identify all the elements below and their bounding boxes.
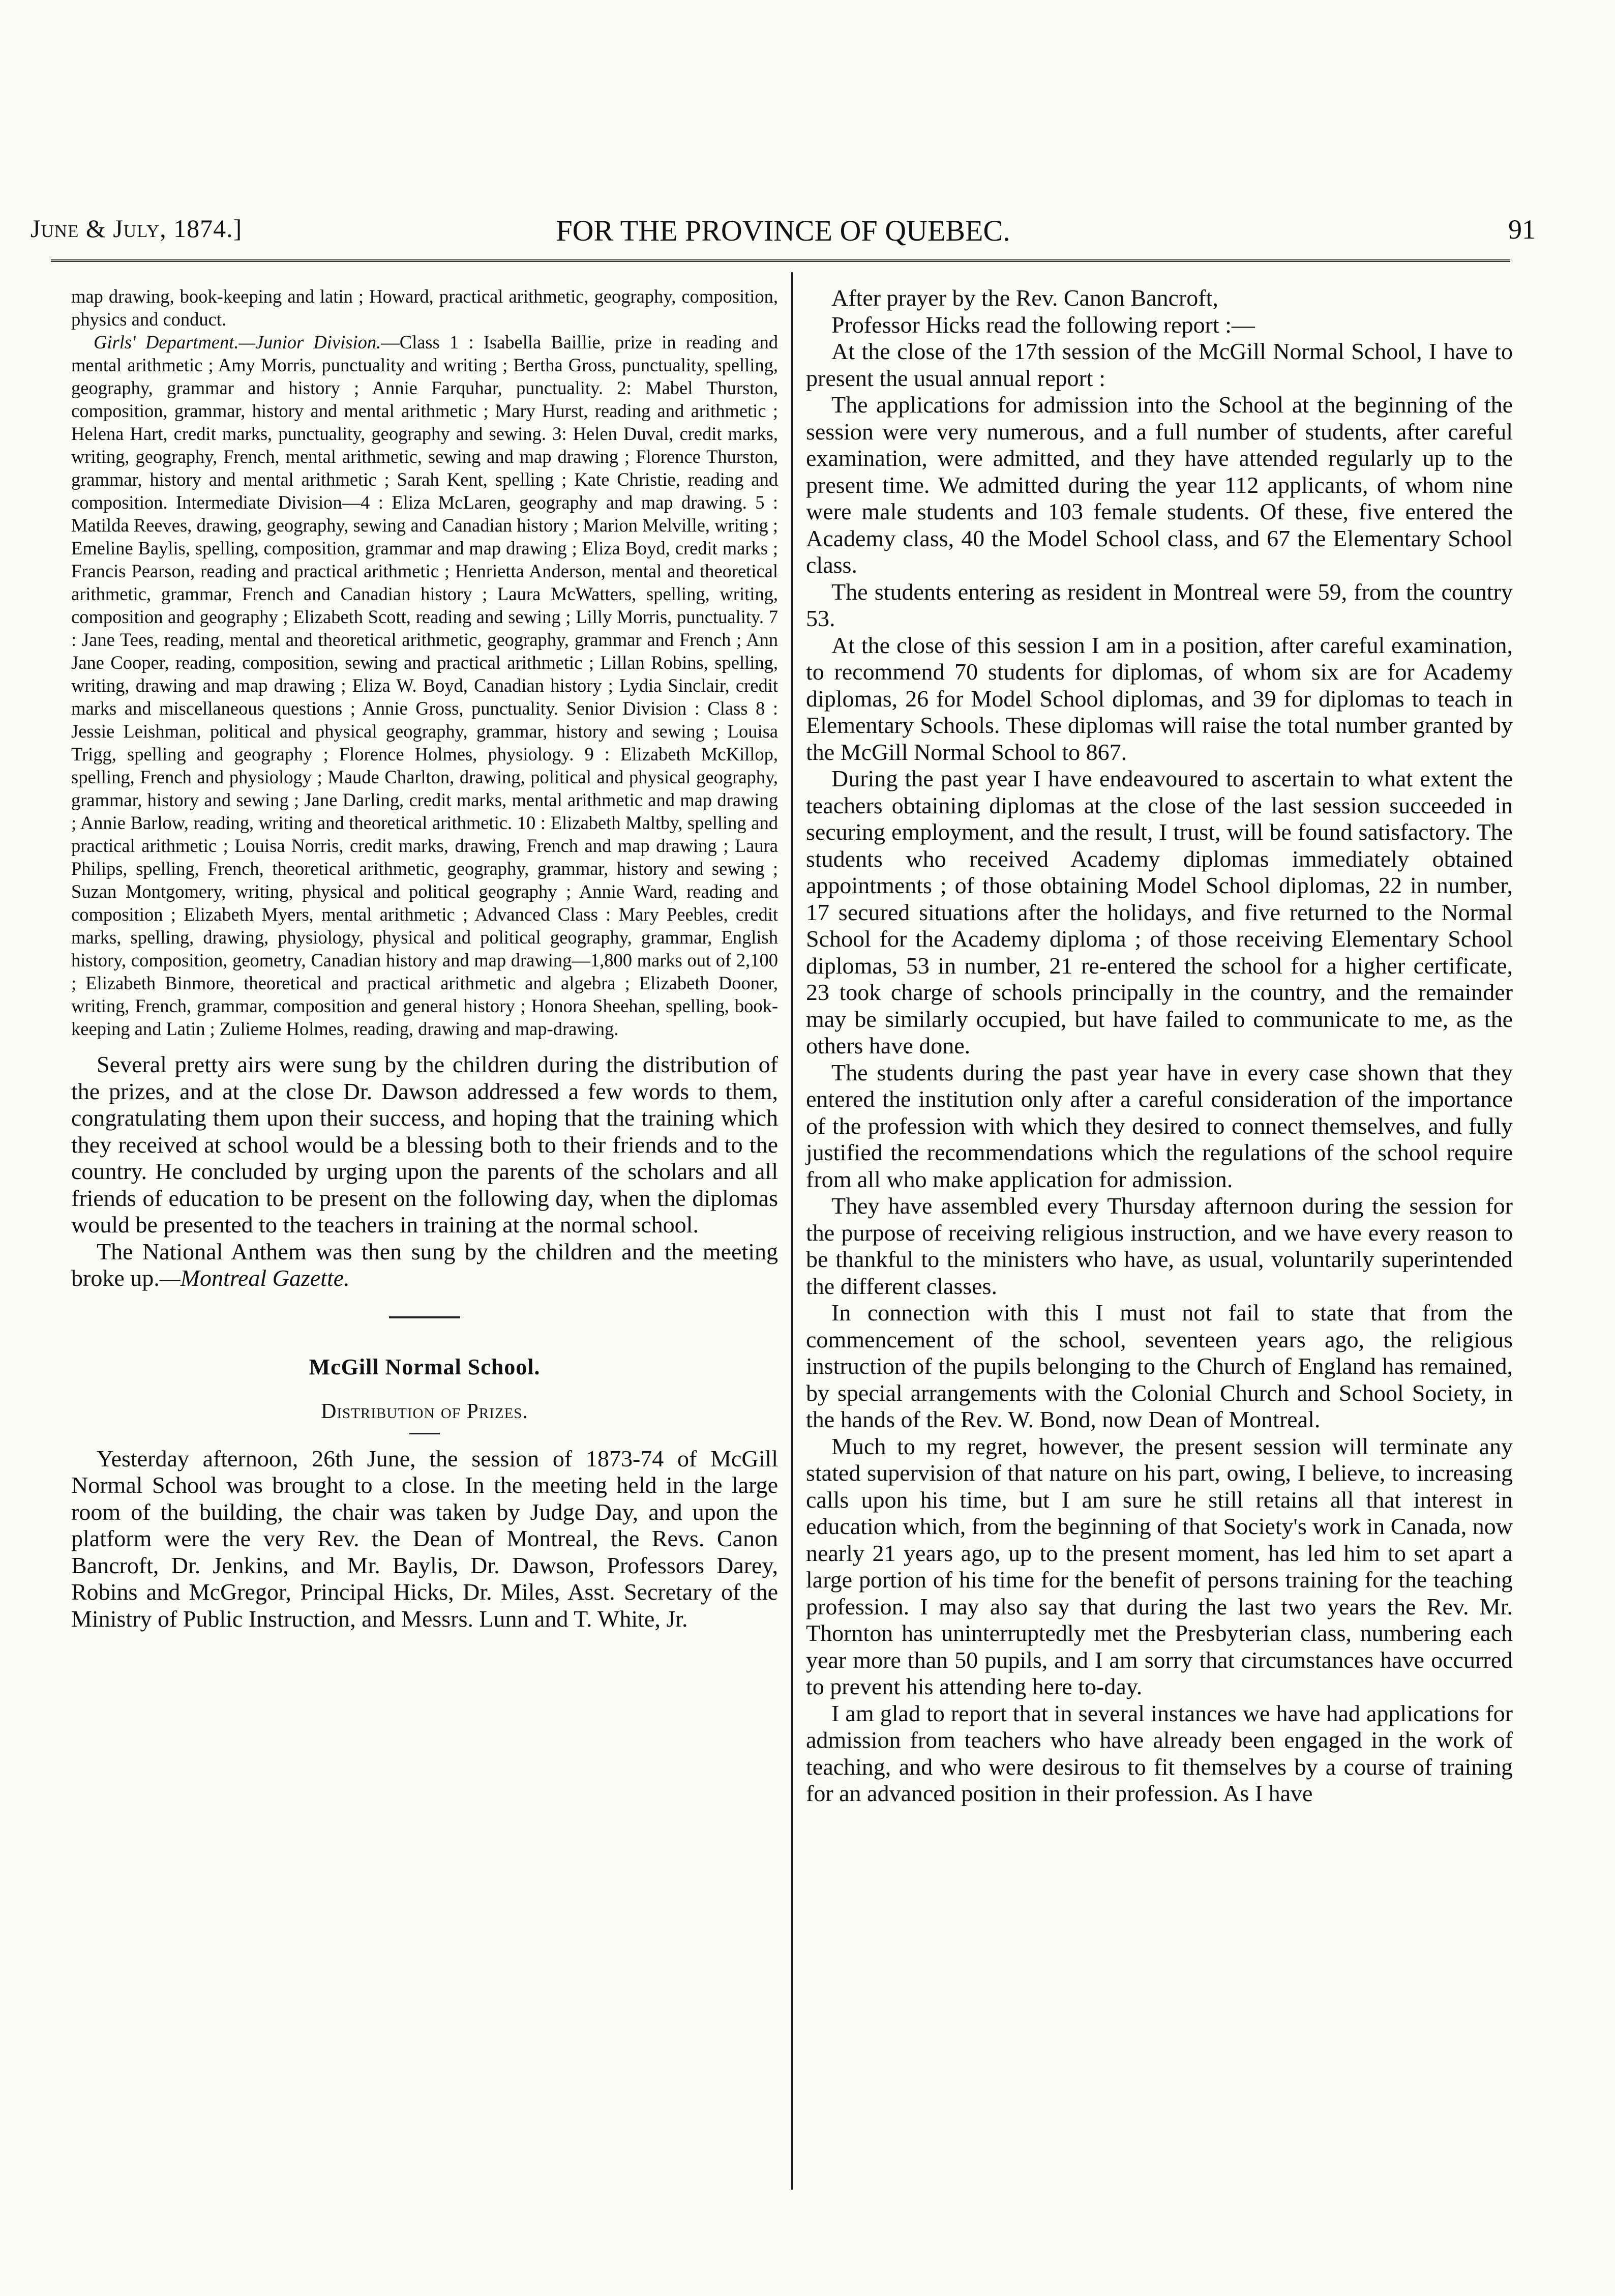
article-heading: McGill Normal School. xyxy=(309,1354,541,1379)
anthem-text: The National Anthem was then sung by the children and the meeting broke up. xyxy=(71,1238,778,1291)
paragraph-church-of-england: In connection with this I must not fail to state that from the commencement of the school, seventeen years ago, the religious instruction of the pupils belonging to the Church of England has remained, by special arrangements with the Colonial Church and School Society, in the hands of the Rev. W. Bond, now Dean of Montreal. xyxy=(806,1300,1513,1432)
paragraph-residents: The students entering as resident in Montreal were 59, from the country 53. xyxy=(806,578,1513,631)
paragraph-applications: The applications for admission into the School at the beginning of the session were very numerous, and a full number of students, after careful examination, were admitted, and they have attended regularly up to the present time. We admitted during the year 112 applicants, of whom nine were male students and 103 female students. Of these, five entered the Academy class, 40 the Model School class, and 67 the Elementary School class. xyxy=(806,392,1513,578)
column-divider xyxy=(791,272,793,2190)
paragraph-employment: During the past year I have endeavoured to ascertain to what extent the teachers obtaining diplomas at the close of the last session succeeded in securing employment, and the result, I trust, will be found satisfactory. The students who received Academy diplomas immediately obtained appointments ; of those obtaining Model School diplomas, 22 in number, 17 secured situations after the holidays, and five returned to the Normal School for the Academy diploma ; of those receiving Elementary School diplomas, 53 in number, 21 re-entered the school for a higher certificate, 23 took charge of schools principally in the country, and the remainder may be similarly occupied, but have failed to communicate to me, as the others have done. xyxy=(806,766,1513,1058)
girls-department-label: Girls' Department.—Junior Division. xyxy=(94,332,381,352)
paragraph-prayer: After prayer by the Rev. Canon Bancroft, xyxy=(831,285,1218,311)
paragraph-regret: Much to my regret, however, the present session will terminate any stated supervision of that nature on his part, owing, I believe, to increasing calls upon his time, but I am sure he still retains all that interest in education which, from the beginning of that Society's work in Canada, now nearly 21 years ago, up to the present moment, has led him to set apart a large portion of his time for the benefit of persons training for the teaching profession. I may also say that during the last two years the Rev. Mr. Thornton has uninterruptedly met the Presbyterian class, numbering each year more than 50 pupils, and I am sorry that circumstances have occurred to prevent his attending here to-day. xyxy=(806,1433,1513,1699)
paragraph-applications-teachers: I am glad to report that in several instances we have had applications for admission from teachers who have already been engaged in the work of teaching, and who were desirous to fit themselves by a course of training for an advanced position in their profession. As I have xyxy=(806,1700,1513,1806)
paragraph-diplomas: At the close of this session I am in a position, after careful examination, to recommend 70 students for diplomas, of whom six are for Academy diplomas, 26 for Model School diplomas, and 39 for diplomas to teach in Elementary Schools. These diplomas will raise the total number granted by the McGill Normal School to 867. xyxy=(806,632,1513,765)
paragraph-anthem xyxy=(71,1239,778,1292)
page-number: 91 xyxy=(1508,214,1536,245)
article-subheading: Distribution of Prizes. xyxy=(321,1399,528,1423)
paragraph-report-intro: Professor Hicks read the following report :— xyxy=(831,311,1255,338)
header-rule xyxy=(51,259,1510,262)
girls-prize-text: —Class 1 : Isabella Baillie, prize in reading and mental arithmetic ; Amy Morris, punctuality and writing ; Bertha Gross, punctuality, spelling, geography, grammar and history ; Annie Farquhar, punctuality. 2: Mabel Thurston, composition, grammar, history and mental arithmetic ; Mary Hurst, reading and arithmetic ; Helena Hart, credit marks, punctuality, geography and sewing. 3: Helen Duval, credit marks, writing, geography, French, mental arithmetic, sewing and map drawing ; Florence Thurston, grammar, history and mental arithmetic ; Sarah Kent, spelling ; Kate Christie, reading and composition. Intermediate Division—4 : Eliza McLaren, geography and map drawing. 5 : Matilda Reeves, drawing, geography, sewing and Canadian history ; Marion Melville, writing ; Emeline Baylis, spelling, composition, grammar and map drawing ; Eliza Boyd, credit marks ; Francis Pearson, reading and practical arithmetic ; Henrietta Anderson, mental and theoretical arithmetic, grammar, French and Canadian history ; Laura McWatters, spelling, writing, composition and geography ; Elizabeth Scott, reading and sewing ; Lilly Morris, punctuality. 7 : Jane Tees, reading, mental and theoretical arithmetic, geography, grammar and French ; Ann Jane Cooper, reading, composition, sewing and practical arithmetic ; Lillan Robins, spelling, writing, drawing and map drawing ; Eliza W. Boyd, Canadian history ; Lydia Sinclair, credit marks and miscellaneous questions ; Annie Gross, punctuality. Senior Division : Class 8 : Jessie Leishman, political and physical geography, grammar, history and sewing ; Louisa Trigg, spelling and geography ; Florence Holmes, physiology. 9 : Elizabeth McKillop, spelling, French and physiology ; Maude Charlton, drawing, political and physical geography, grammar, history and sewing ; Jane Darling, credit marks, mental arithmetic and map drawing ; Annie Barlow, reading, writing and theoretical arithmetic. 10 : Elizabeth Maltby, spelling and practical arithmetic ; Louisa Norris, credit marks, drawing, French and map drawing ; Laura Philips, spelling, French, theoretical arithmetic, geography, grammar, history and sewing ; Suzan Montgomery, writing, physical and political geography ; Annie Ward, reading and composition ; Elizabeth Myers, mental arithmetic ; Advanced Class : Mary Peebles, credit marks, spelling, drawing, physiology, physical and political geography, grammar, English history, composition, geometry, Canadian history and map drawing—1,800 marks out of 2,100 ; Elizabeth Binmore, theoretical and practical arithmetic and algebra ; Elizabeth Dooner, writing, French, grammar, composition and general history ; Honora Sheehan, spelling, book-keeping and Latin ; Zulieme Holmes, reading, drawing and map-drawing. xyxy=(71,332,778,1039)
issue-date: June & July, 1874.] xyxy=(31,214,243,243)
paragraph-yesterday: Yesterday afternoon, 26th June, the session of 1873-74 of McGill Normal School was brought to a close. In the meeting held in the large room of the building, the chair was taken by Judge Day, and upon the platform were the very Rev. the Dean of Montreal, the Revs. Canon Bancroft, Dr. Jenkins, and Mr. Baylis, Dr. Dawson, Professors Darey, Robins and McGregor, Principal Hicks, Dr. Miles, Asst. Secretary of the Ministry of Public Instruction, and Messrs. Lunn and T. White, Jr. xyxy=(71,1445,778,1632)
left-column xyxy=(71,285,778,1632)
subheading-rule xyxy=(409,1433,440,1434)
prize-list-girls xyxy=(71,331,778,1040)
prize-list-boys-end: map drawing, book-keeping and latin ; Howard, practical arithmetic, geography, composition, physics and conduct. xyxy=(71,286,778,330)
source-credit: —Montreal Gazette. xyxy=(159,1265,350,1291)
paragraph-students-conduct: The students during the past year have in every case shown that they entered the institution only after a careful consideration of the importance of the profession with which they desired to connect themselves, and fully justified the recommendations which the regulations of the school require from all who make application for admission. xyxy=(806,1059,1513,1192)
publication-title: FOR THE PROVINCE OF QUEBEC. xyxy=(556,214,1010,247)
paragraph-close-of-session: At the close of the 17th session of the McGill Normal School, I have to present the usual annual report : xyxy=(806,338,1513,391)
paragraph-religious-instruction: They have assembled every Thursday afternoon during the session for the purpose of receiving religious instruction, and we have every reason to be thankful to the ministers who have, as usual, voluntarily superintended the different classes. xyxy=(806,1193,1513,1299)
section-rule xyxy=(389,1316,460,1318)
page-header xyxy=(31,203,1536,259)
paragraph-airs: Several pretty airs were sung by the children during the distribution of the prizes, and at the close Dr. Dawson addressed a few words to them, congratulating them upon their success, and hoping that the training which they received at school would be a blessing both to their friends and to the country. He concluded by urging upon the parents of the scholars and all friends of education to be present on the following day, when the diplomas would be presented to the teachers in training at the normal school. xyxy=(71,1051,778,1238)
right-column xyxy=(806,285,1513,1807)
